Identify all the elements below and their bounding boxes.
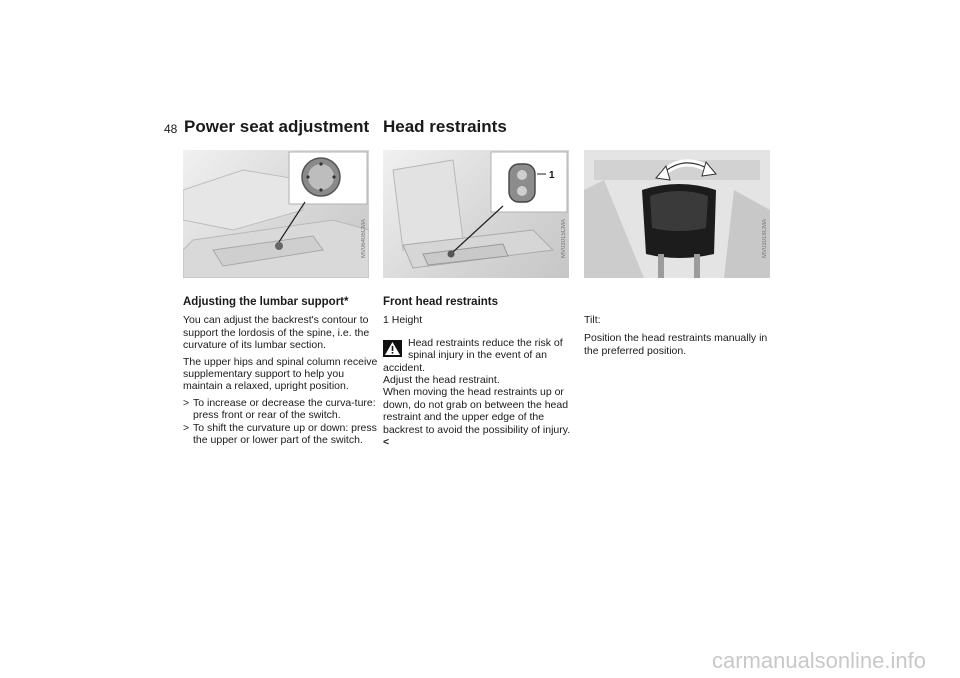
bullet-mark: > <box>183 421 190 434</box>
seat-illustration <box>183 150 369 278</box>
warning-icon <box>383 340 402 357</box>
lumbar-bullet-2 <box>183 422 379 447</box>
bullet-text: To increase or decrease the curva-ture: press front or rear of the switch. <box>193 396 376 422</box>
front-head-restraints-column <box>383 296 575 448</box>
lumbar-paragraph-1: You can adjust the backrest's contour to support the lordosis of the spine, i.e. the curvature of its lumbar section. <box>183 314 370 352</box>
section-title-head-restraints: Head restraints <box>383 117 507 136</box>
seat-side-illustration <box>383 150 569 278</box>
head-restraint-illustration <box>584 150 770 278</box>
lumbar-bullet-1 <box>183 397 379 422</box>
moving-text-body: When moving the head restraints up or down, do not grab on between the head restraint and the upper edge of the backrest to avoid the possibility of injury. <box>383 386 571 436</box>
tilt-column <box>584 314 776 361</box>
lumbar-heading: Adjusting the lumbar support* <box>183 296 349 308</box>
tilt-text: Position the head restraints manually in the preferred position. <box>584 332 768 357</box>
height-item: 1 Height <box>383 314 423 327</box>
tilt-label: Tilt: <box>584 314 601 326</box>
figure-head-restraint-tilt <box>584 150 770 278</box>
moving-text <box>383 386 575 448</box>
lumbar-column <box>183 296 379 446</box>
lumbar-paragraph-2: The upper hips and spinal column receive supplementary support to help you maintain a relaxed, upright position. <box>183 355 378 393</box>
page-number: 48 <box>164 122 178 136</box>
watermark: carmanualsonline.info <box>711 648 926 673</box>
warning-text: Head restraints reduce the risk of spinal injury in the event of an accident. <box>383 336 563 374</box>
section-title-power-seat: Power seat adjustment <box>184 117 370 136</box>
figure-lumbar-switch <box>183 150 369 278</box>
warning-block <box>383 337 575 374</box>
end-mark: < <box>383 436 390 449</box>
figure-code: MV03018CMA <box>762 218 768 258</box>
bullet-mark: > <box>183 396 190 409</box>
figure-code: MV06406CMA <box>361 218 367 258</box>
figure-code: MV03015CMA <box>561 218 567 258</box>
callout-1: 1 <box>549 170 555 181</box>
adjust-text: Adjust the head restraint. <box>383 374 500 387</box>
figure-height-switch <box>383 150 569 278</box>
bullet-text: To shift the curvature up or down: press the upper or lower part of the switch. <box>193 421 377 447</box>
front-head-restraints-heading: Front head restraints <box>383 296 499 308</box>
